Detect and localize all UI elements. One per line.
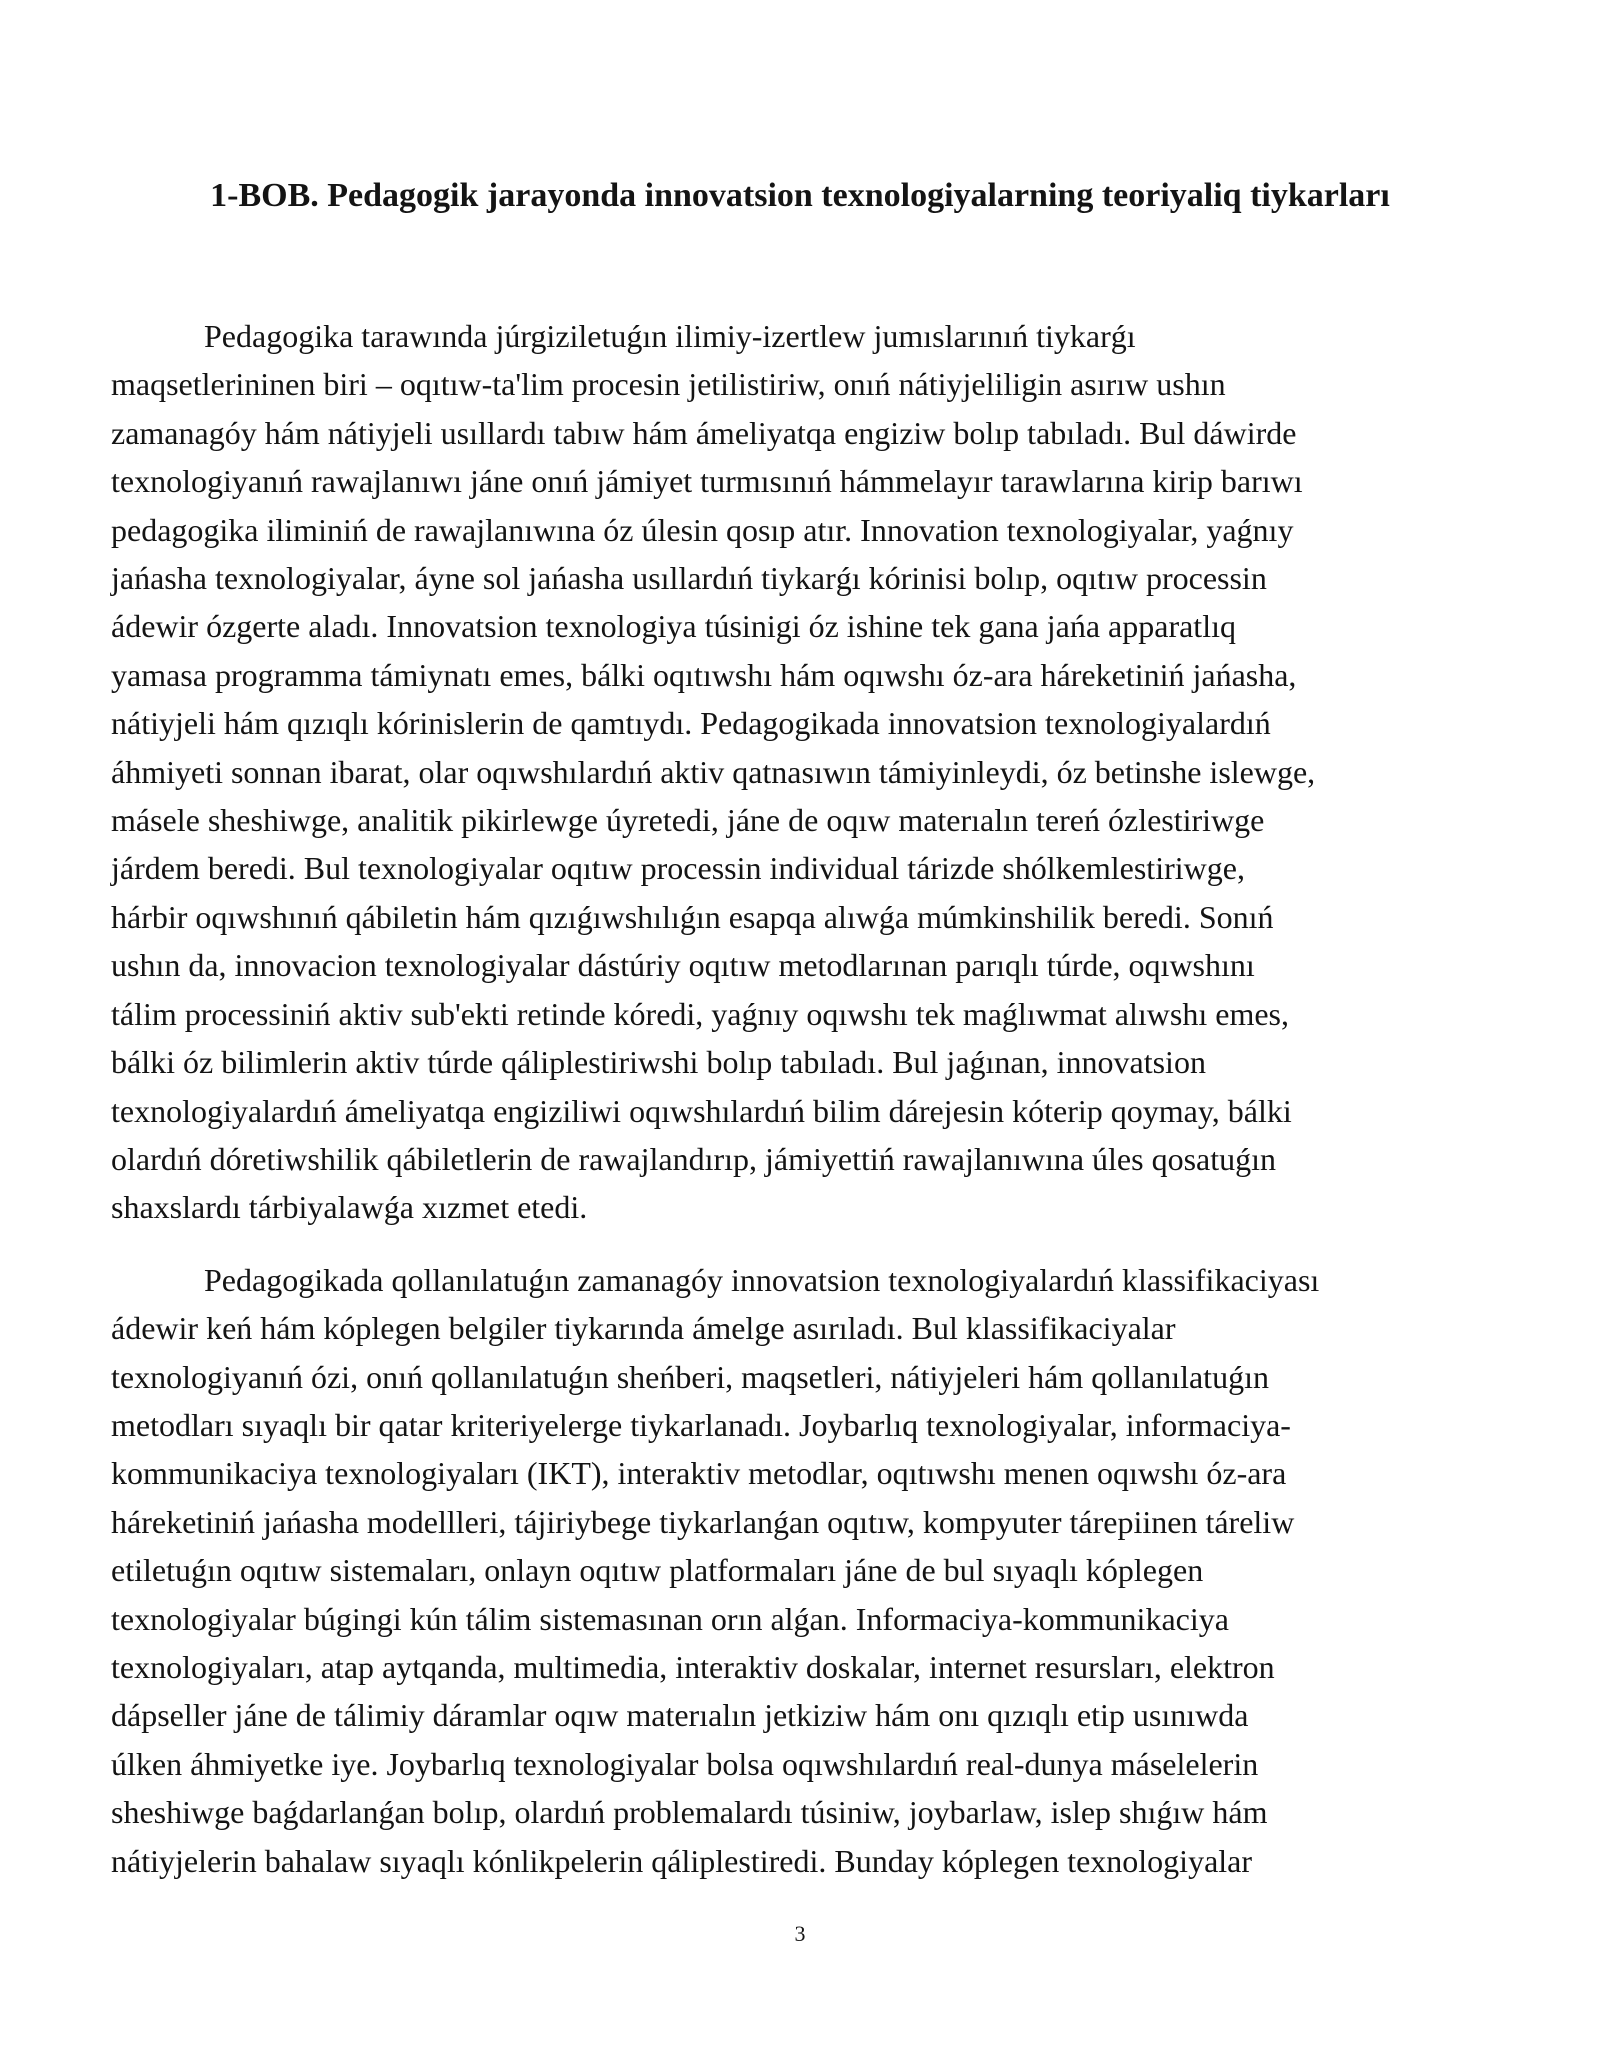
page-number: 3 (794, 1921, 806, 1946)
text-line: texnologiyaları, atap aytqanda, multimedia, interaktiv doskalar, internet resursları, elektron (111, 1648, 1275, 1685)
text-line: texnologiyalar búgingi kún tálim sistemasınan orın alǵan. Informaciya-kommunikaciya (111, 1600, 1229, 1637)
text-line: texnologiyalardıń ámeliyatqa engiziliwi oqıwshılardıń bilim dárejesin kóterip qoymay, bálki (111, 1092, 1292, 1129)
text-line: úlken áhmiyetke iye. Joybarlıq texnologiyalar bolsa oqıwshılardıń real-dunya máselelerin (111, 1745, 1259, 1782)
text-line: shaxslardı tárbiyalawǵa xızmet etedi. (111, 1189, 588, 1226)
text-line: texnologiyanıń rawajlanıwı jáne onıń jámiyet turmısınıń hámmelayır tarawlarına kirip barıwı (111, 463, 1303, 500)
chapter-heading: 1-BOB. Pedagogik jarayonda innovatsion texnologiyalarning teoriyaliq tiykarları (210, 177, 1390, 214)
text-line: yamasa programma támiynatı emes, bálki oqıtıwshı hám oqıwshı óz-ara háreketiniń jańasha, (111, 656, 1297, 693)
paragraph-1 (111, 312, 1491, 1232)
text-line: pedagogika iliminiń de rawajlanıwına óz úlesin qosıp atır. Innovation texnologiyalar, yaǵnıy (111, 511, 1294, 548)
text-line: ádewir ózgerte aladı. Innovatsion texnologiya túsinigi óz ishine tek gana jańa apparatlıq (111, 608, 1236, 645)
text-line: Pedagogikada qollanılatuǵın zamanagóy innovatsion texnologiyalardıń klassifikaciyası (204, 1261, 1320, 1298)
text-line: texnologiyanıń ózi, onıń qollanılatuǵın sheńberi, maqsetleri, nátiyjeleri hám qollanılatuǵın (111, 1358, 1269, 1395)
text-line: másele sheshiwge, analitik pikirlewge úyretedi, jáne de oqıw materıalın tereń ózlestiriwge (111, 802, 1265, 839)
text-line: ushın da, innovacion texnologiyalar dástúriy oqıtıw metodlarınan parıqlı túrde, oqıwshını (111, 947, 1255, 984)
text-line: jańasha texnologiyalar, áyne sol jańasha usıllardıń tiykarǵı kórinisi bolıp, oqıtıw processin (111, 560, 1267, 597)
text-line: maqsetlerininen biri – oqıtıw-ta'lim procesin jetilistiriw, onıń nátiyjeliligin asırıw ushın (111, 366, 1226, 403)
text-line: háreketiniń jańasha modellleri, tájiriybege tiykarlanǵan oqıtıw, kompyuter tárepiinen táreliw (111, 1503, 1295, 1540)
text-line: kommunikaciya texnologiyaları (IKT), interaktiv metodlar, oqıtıwshı menen oqıwshı óz-ara (111, 1455, 1287, 1492)
text-line: zamanagóy hám nátiyjeli usıllardı tabıw hám ámeliyatqa engiziw bolıp tabıladı. Bul dáwirde (111, 414, 1297, 451)
text-line: sheshiwge baǵdarlanǵan bolıp, olardıń problemalardı túsiniw, joybarlaw, islep shıǵıw hám (111, 1794, 1268, 1831)
text-line: járdem beredi. Bul texnologiyalar oqıtıw processin individual tárizde shólkemlestiriwge, (111, 850, 1245, 887)
text-line: bálki óz bilimlerin aktiv túrde qáliplestiriwshi bolıp tabıladı. Bul jaǵınan, innovatsion (111, 1044, 1206, 1081)
paragraph-2 (111, 1256, 1491, 1885)
text-line: áhmiyeti sonnan ibarat, olar oqıwshılardıń aktiv qatnasıwın támiyinleydi, óz betinshe islewge, (111, 753, 1316, 790)
text-line: dápseller jáne de tálimiy dáramlar oqıw materıalın jetkiziw hám onı qızıqlı etip usınıwda (111, 1697, 1249, 1734)
text-line: etiletuǵın oqıtıw sistemaları, onlayn oqıtıw platformaları jáne de bul sıyaqlı kóplegen (111, 1552, 1204, 1589)
text-line: nátiyjelerin bahalaw sıyaqlı kónlikpelerin qáliplestiredi. Bunday kóplegen texnologiyalar (111, 1842, 1253, 1879)
text-line: hárbir oqıwshınıń qábiletin hám qızıǵıwshılıǵın esapqa alıwǵa múmkinshilik beredi. Sonıń (111, 898, 1274, 935)
body-text (111, 312, 1491, 1885)
text-line: tálim processiniń aktiv sub'ekti retinde kóredi, yaǵnıy oqıwshı tek maǵlıwmat alıwshı emes, (111, 995, 1289, 1032)
text-line: olardıń dóretiwshilik qábiletlerin de rawajlandırıp, jámiyettiń rawajlanıwına úles qosatuǵın (111, 1140, 1277, 1177)
text-line: nátiyjeli hám qızıqlı kórinislerin de qamtıydı. Pedagogikada innovatsion texnologiyalardıń (111, 705, 1271, 742)
text-line: metodları sıyaqlı bir qatar kriteriyelerge tiykarlanadı. Joybarlıq texnologiyalar, informaciya- (111, 1406, 1291, 1443)
text-line: Pedagogika tarawında júrgiziletuǵın ilimiy-izertlew jumıslarınıń tiykarǵı (204, 318, 1136, 354)
text-line: ádewir keń hám kóplegen belgiler tiykarında ámelge asırıladı. Bul klassifikaciyalar (111, 1310, 1176, 1347)
